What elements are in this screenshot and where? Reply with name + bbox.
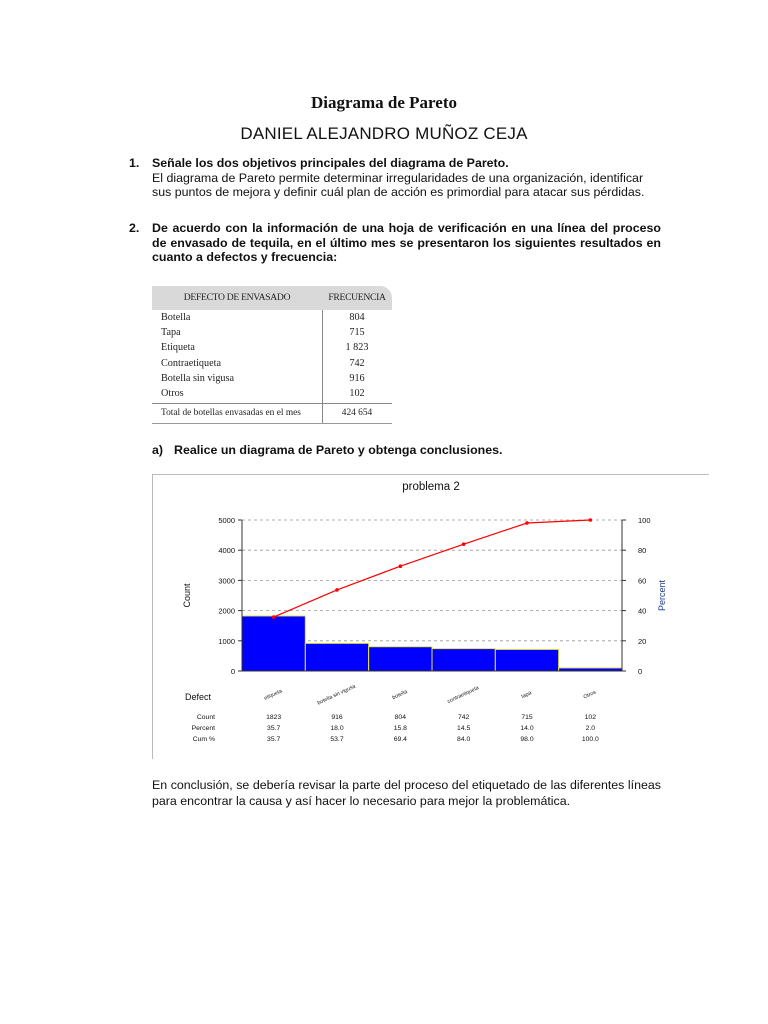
table-cell: 804 — [394, 714, 407, 721]
author-name: DANIEL ALEJANDRO MUÑOZ CEJA — [240, 124, 528, 143]
cumulative-point — [589, 518, 593, 522]
x-tick-label: Otros — [582, 689, 598, 701]
table-total-row — [152, 407, 392, 422]
document-title: Diagrama de Pareto — [310, 93, 458, 112]
x-tick-label: botella — [391, 689, 409, 702]
y2-tick-label: 100 — [638, 516, 651, 525]
x-tick-label: tapa — [520, 690, 533, 701]
table-bottom-border — [152, 423, 392, 424]
y-axis-label: Count — [182, 583, 192, 608]
table-row-header: Defect — [185, 692, 212, 702]
y2-tick-label: 60 — [638, 576, 647, 586]
cumulative-point — [272, 615, 276, 619]
table-row — [152, 387, 392, 402]
table-row — [152, 311, 392, 326]
bar — [305, 643, 368, 671]
question-2-number: 2. — [129, 221, 140, 235]
header-frequency: FRECUENCIA — [328, 292, 386, 303]
table-cell: 15.8 — [393, 725, 407, 732]
frequency-cell: 715 — [349, 327, 365, 338]
chart-title: problema 2 — [402, 481, 460, 493]
cumulative-line — [274, 520, 591, 617]
conclusion-text: En conclusión, se debería revisar la parte del proceso del etiquetado de las diferentes líneas para encontrar la causa y así hacer lo necesario para mejor la problemática. — [152, 778, 661, 808]
table-row — [152, 341, 392, 356]
cumulative-point — [525, 521, 529, 525]
question-1-text: Señale los dos objetivos principales del diagrama de Pareto. — [152, 156, 509, 170]
y2-axis-label: Percent — [657, 579, 667, 612]
table-cell: 715 — [521, 714, 533, 721]
y-tick-label: 5000 — [218, 516, 235, 525]
total-label: Total de botellas envasadas en el mes — [161, 408, 301, 418]
table-cell: 916 — [331, 714, 343, 721]
defect-table — [152, 286, 392, 424]
y-tick-label: 2000 — [218, 606, 235, 616]
pareto-chart-frame — [152, 474, 709, 759]
bar — [495, 649, 558, 671]
bar — [432, 649, 495, 671]
question-2-text: De acuerdo con la información de una hoja de verificación en una línea del proceso de envasado de tequila, en el último mes se presentaron los siguientes resultados en cuanto a defectos y frecuencia: — [152, 221, 661, 265]
subquestion-a-text: Realice un diagrama de Pareto y obtenga conclusiones. — [174, 443, 503, 457]
y-tick-label: 0 — [230, 667, 235, 676]
bar — [242, 616, 305, 671]
pareto-chart — [153, 475, 709, 759]
question-1-number: 1. — [129, 156, 140, 170]
table-cell: 18.0 — [330, 725, 344, 732]
bar — [369, 647, 432, 671]
table-row — [152, 372, 392, 387]
total-divider — [152, 403, 392, 404]
y-tick-label: 3000 — [218, 576, 235, 586]
table-cell: 35.7 — [267, 736, 281, 743]
defect-cell: Otros — [161, 388, 184, 399]
x-tick-label: botella sin vigusa — [316, 683, 357, 707]
y2-tick-label: 80 — [638, 546, 647, 556]
frequency-cell: 742 — [349, 358, 365, 369]
table-row-label: Cum % — [192, 736, 215, 743]
table-cell: 102 — [584, 714, 597, 721]
defect-table-header — [152, 286, 392, 310]
subquestion-a — [152, 443, 502, 457]
defect-cell: Contraetiqueta — [161, 358, 221, 369]
defect-cell: Etiqueta — [161, 342, 195, 353]
y2-tick-label: 20 — [638, 636, 647, 646]
table-cell: 35.7 — [267, 725, 281, 732]
total-value: 424 654 — [341, 408, 373, 418]
table-cell: 100.0 — [581, 736, 599, 743]
x-tick-label: etiqueta — [263, 688, 284, 702]
table-cell: 2.0 — [585, 725, 596, 732]
frequency-cell: 916 — [349, 373, 365, 384]
frequency-cell: 804 — [349, 312, 365, 323]
table-cell: 742 — [457, 714, 470, 721]
table-row — [152, 357, 392, 372]
subquestion-a-letter: a) — [152, 443, 164, 457]
table-cell: 84.0 — [457, 736, 471, 743]
table-cell: 14.0 — [520, 725, 534, 732]
question-1 — [129, 156, 661, 200]
question-1-answer: El diagrama de Pareto permite determinar irregularidades de una organización, identificar sus puntos de mejora y definir cuál plan de acción es primordial para atacar sus pérdidas. — [152, 170, 645, 200]
table-cell: 69.4 — [393, 736, 407, 743]
table-row-label: Percent — [191, 725, 215, 732]
cumulative-point — [335, 588, 339, 592]
y2-tick-label: 40 — [638, 606, 647, 616]
defect-cell: Botella — [161, 312, 191, 323]
cumulative-point — [399, 564, 403, 568]
cumulative-point — [462, 542, 466, 546]
table-cell: 14.5 — [457, 725, 471, 732]
frequency-cell: 102 — [349, 388, 365, 399]
table-cell: 1823 — [266, 714, 282, 721]
question-2 — [129, 221, 661, 265]
table-cell: 53.7 — [330, 736, 344, 743]
table-cell: 98.0 — [520, 736, 534, 743]
y-tick-label: 1000 — [218, 636, 235, 646]
defect-cell: Tapa — [161, 327, 181, 338]
frequency-cell: 1 823 — [345, 342, 369, 353]
y-tick-label: 4000 — [218, 546, 235, 556]
table-row-label: Count — [196, 714, 215, 721]
y2-tick-label: 0 — [638, 667, 643, 676]
header-defect: DEFECTO DE ENVASADO — [183, 292, 291, 303]
x-tick-label: contraetiqueta — [446, 685, 480, 706]
defect-cell: Botella sin vigusa — [161, 373, 235, 384]
table-row — [152, 326, 392, 341]
